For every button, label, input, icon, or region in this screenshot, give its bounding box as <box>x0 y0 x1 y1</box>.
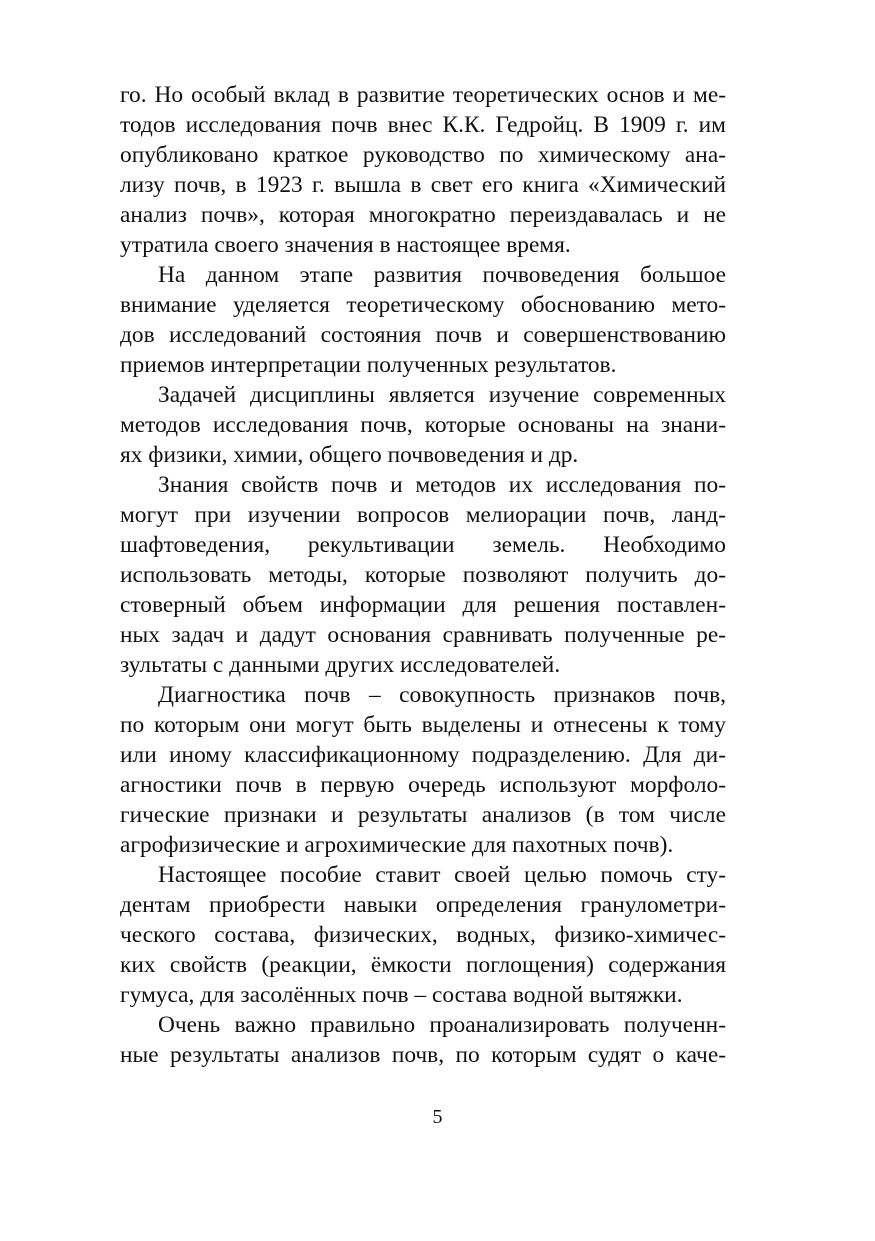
text-line: ческого состава, физических, водных, физико-химичес- <box>120 922 726 948</box>
paragraph-6 <box>120 860 726 1010</box>
text-line: опубликовано краткое руководство по химическому ана- <box>120 142 726 168</box>
paragraph-2 <box>120 260 726 380</box>
text-line: использовать методы, которые позволяют получить до- <box>120 562 726 588</box>
text-line: ные результаты анализов почв, по которым судят о каче- <box>120 1042 726 1068</box>
page-number: 5 <box>432 1106 443 1128</box>
text-line: дентам приобрести навыки определения гранулометри- <box>120 892 726 918</box>
text-line: го. Но особый вклад в развитие теоретических основ и ме- <box>120 82 726 108</box>
text-line: гические признаки и результаты анализов (в том числе <box>120 802 726 828</box>
text-line: могут при изучении вопросов мелиорации почв, ланд- <box>120 502 726 528</box>
text-line: дов исследований состояния почв и совершенствованию <box>120 322 726 348</box>
text-line: Диагностика почв – совокупность признаков почв, <box>158 682 726 708</box>
text-line: зультаты с данными других исследователей. <box>120 652 561 678</box>
paragraph-7 <box>120 1010 726 1070</box>
paragraph-1 <box>120 80 726 260</box>
text-line: приемов интерпретации полученных результатов. <box>120 352 617 378</box>
text-line: или иному классификационному подразделению. Для ди- <box>120 742 726 768</box>
paragraph-5 <box>120 680 726 860</box>
text-line: шафтоведения, рекультивации земель. Необходимо <box>120 532 726 558</box>
text-line: по которым они могут быть выделены и отнесены к тому <box>120 712 726 738</box>
text-line: методов исследования почв, которые основаны на знани- <box>120 412 726 438</box>
text-line: ных задач и дадут основания сравнивать полученные ре- <box>120 622 726 648</box>
text-line: стоверный объем информации для решения поставлен- <box>120 592 726 618</box>
text-line: анализ почв», которая многократно переиздавалась и не <box>120 202 726 228</box>
text-line: ях физики, химии, общего почвоведения и др. <box>120 442 579 468</box>
text-line: внимание уделяется теоретическому обоснованию мето- <box>120 292 726 318</box>
text-line: агностики почв в первую очередь используют морфоло- <box>120 772 726 798</box>
paragraph-3 <box>120 380 726 470</box>
text-line: утратила своего значения в настоящее время. <box>120 232 571 258</box>
text-line: лизу почв, в 1923 г. вышла в свет его книга «Химический <box>120 172 726 198</box>
text-line: Знания свойств почв и методов их исследования по- <box>158 472 726 498</box>
body-text <box>120 80 726 1070</box>
text-line: агрофизические и агрохимические для пахотных почв). <box>120 832 674 858</box>
text-line: На данном этапе развития почвоведения большое <box>158 262 726 288</box>
paragraph-4 <box>120 470 726 680</box>
text-line: Очень важно правильно проанализировать полученн- <box>158 1012 726 1038</box>
text-line: Задачей дисциплины является изучение современных <box>158 382 726 408</box>
text-line: тодов исследования почв внес К.К. Гедройц. В 1909 г. им <box>120 112 726 138</box>
text-line: гумуса, для засолённых почв – состава водной вытяжки. <box>120 982 683 1008</box>
text-line: Настоящее пособие ставит своей целью помочь сту- <box>158 862 726 888</box>
text-line: ких свойств (реакции, ёмкости поглощения) содержания <box>120 952 726 978</box>
